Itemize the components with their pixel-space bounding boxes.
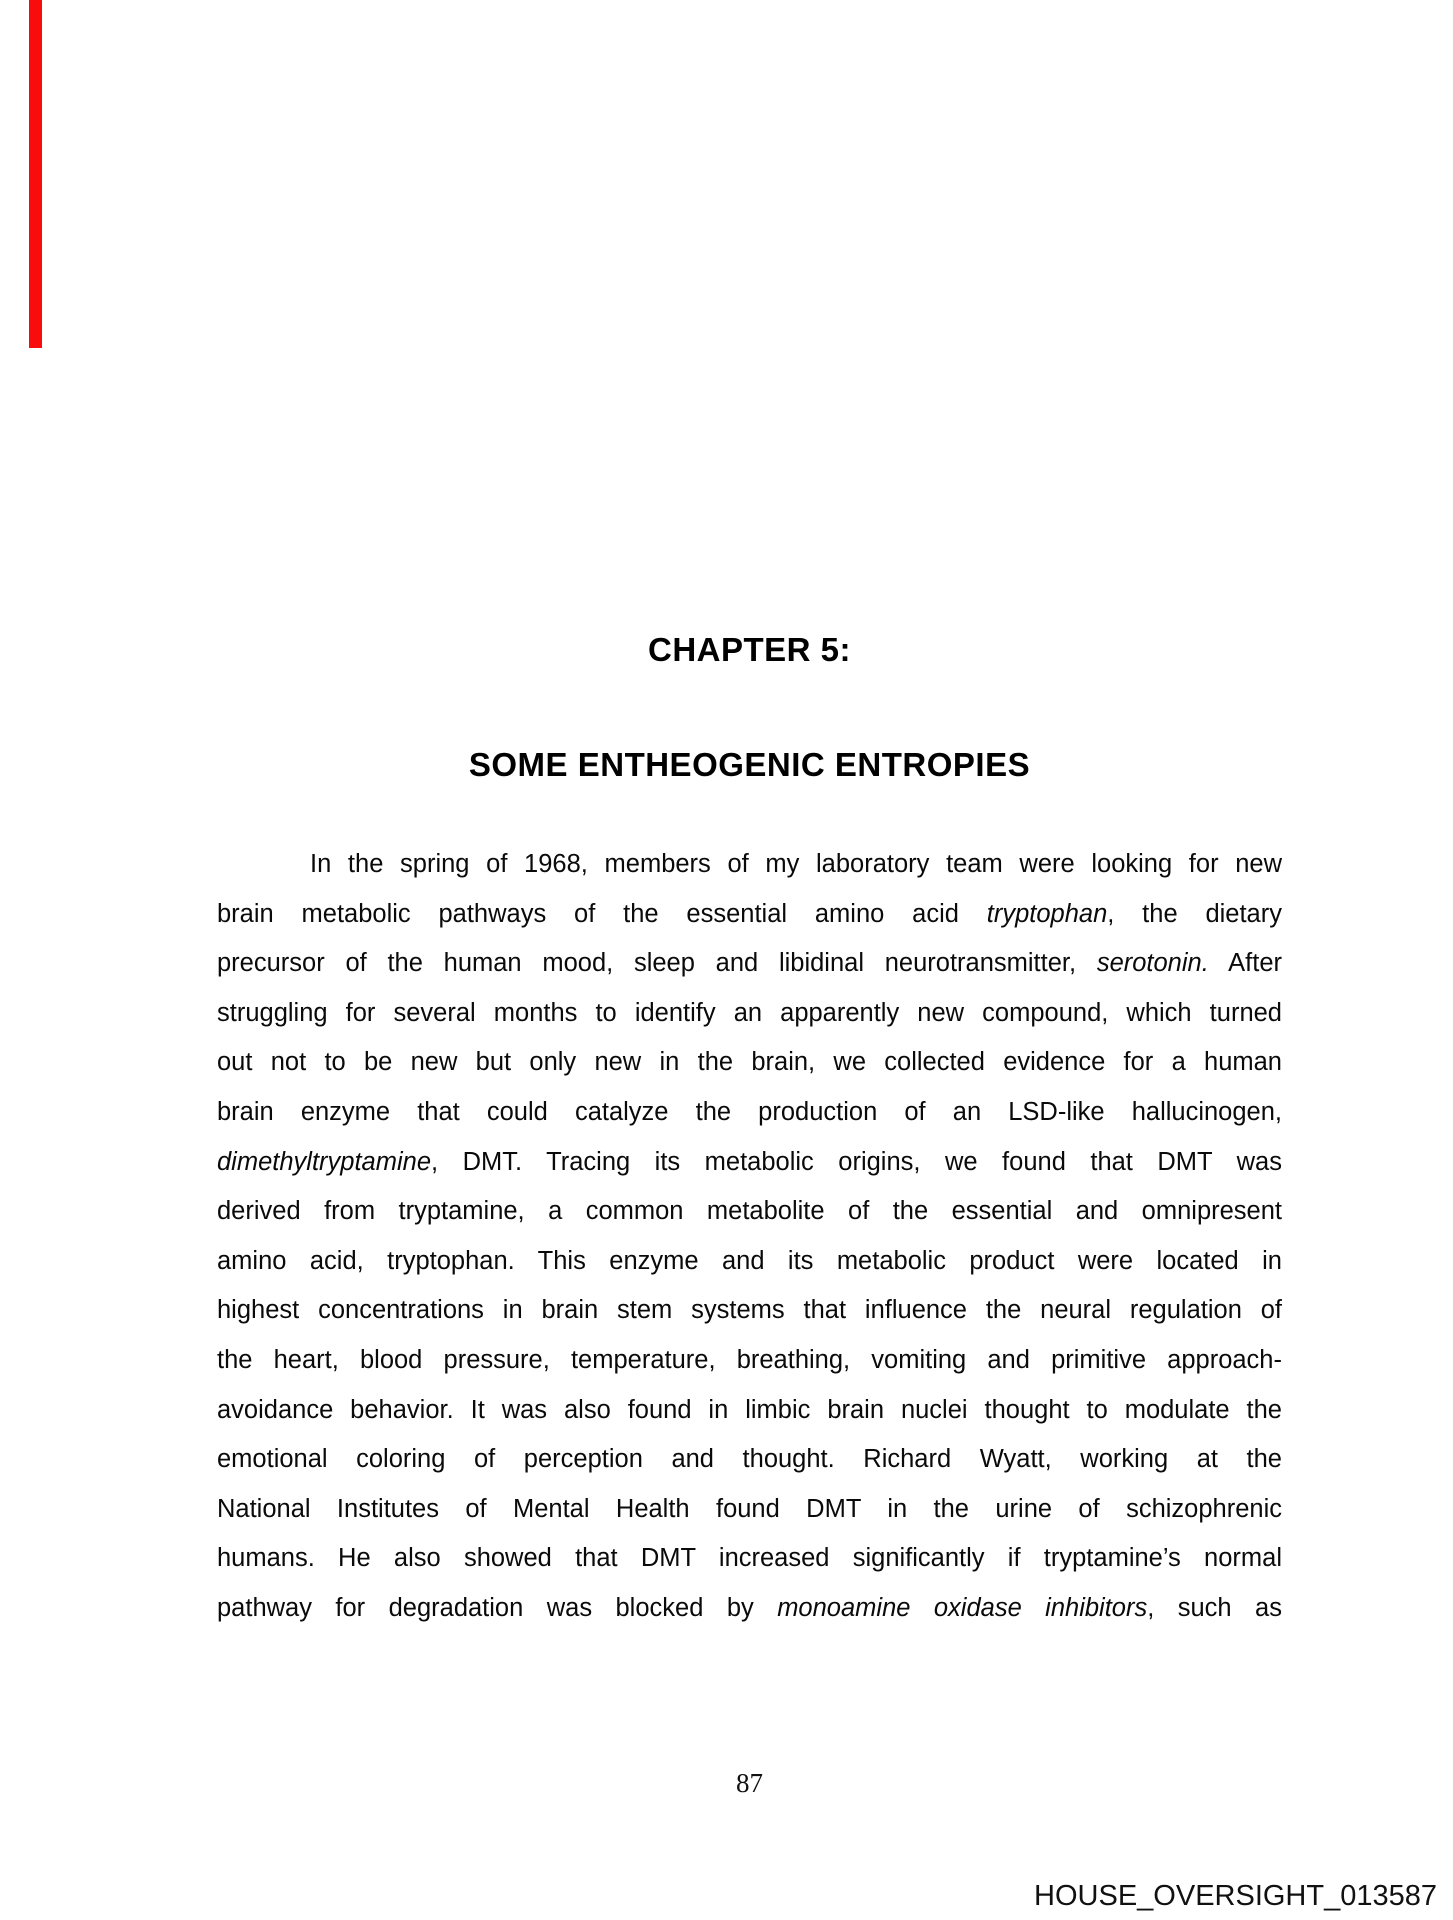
chapter-heading: CHAPTER 5: <box>647 631 852 668</box>
paragraph-line: the heart, blood pressure, temperature, breathing, vomiting and primitive approach- <box>217 1345 1282 1374</box>
paragraph-line: out not to be new but only new in the brain, we collected evidence for a human <box>217 1048 1282 1077</box>
paragraph-line: pathway for degradation was blocked by monoamine oxidase inhibitors, such as <box>217 1593 1282 1622</box>
section-title: SOME ENTHEOGENIC ENTROPIES <box>468 746 1031 783</box>
paragraph-line: emotional coloring of perception and thought. Richard Wyatt, working at the <box>217 1445 1282 1474</box>
red-margin-line <box>29 0 42 348</box>
bates-number: HOUSE_OVERSIGHT_013587 <box>1034 1880 1437 1912</box>
paragraph-line: brain enzyme that could catalyze the production of an LSD-like hallucinogen, <box>217 1097 1282 1126</box>
paragraph-line: amino acid, tryptophan. This enzyme and its metabolic product were located in <box>217 1246 1282 1275</box>
paragraph-line: National Institutes of Mental Health found DMT in the urine of schizophrenic <box>217 1494 1282 1523</box>
paragraph-line: humans. He also showed that DMT increased significantly if tryptamine’s normal <box>217 1544 1282 1573</box>
paragraph-line: avoidance behavior. It was also found in limbic brain nuclei thought to modulate the <box>217 1395 1282 1424</box>
paragraph-line: brain metabolic pathways of the essential amino acid tryptophan, the dietary <box>217 899 1282 928</box>
page-number: 87 <box>736 1768 763 1798</box>
paragraph-line: derived from tryptamine, a common metabolite of the essential and omnipresent <box>217 1197 1282 1226</box>
body-paragraph <box>217 840 1282 1634</box>
paragraph-line: struggling for several months to identify an apparently new compound, which turned <box>217 998 1282 1027</box>
paragraph-line: highest concentrations in brain stem systems that influence the neural regulation of <box>217 1296 1282 1325</box>
paragraph-line: In the spring of 1968, members of my laboratory team were looking for new <box>310 850 1282 878</box>
paragraph-line: precursor of the human mood, sleep and libidinal neurotransmitter, serotonin. After <box>217 949 1282 978</box>
paragraph-line: dimethyltryptamine, DMT. Tracing its metabolic origins, we found that DMT was <box>217 1147 1282 1176</box>
